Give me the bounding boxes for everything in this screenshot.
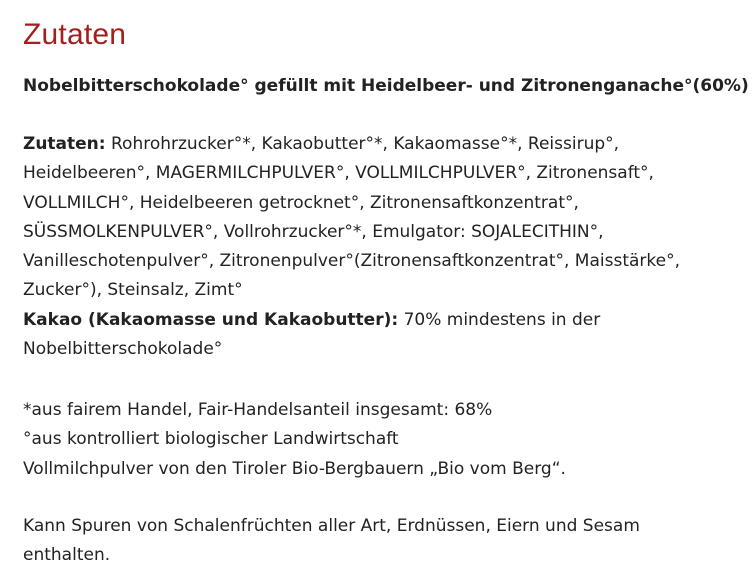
ingredients-line: Heidelbeeren°, MAGERMILCHPULVER°, VOLLMILCHPULVER°, Zitronensaft°, bbox=[23, 163, 654, 184]
ingredients-line bbox=[23, 130, 738, 159]
footnote-organic: °aus kontrolliert biologischer Landwirtschaft bbox=[23, 429, 399, 450]
cocoa-text: 70% mindestens in der bbox=[398, 309, 601, 330]
cocoa-label: Kakao (Kakaomasse und Kakaobutter): bbox=[23, 309, 399, 330]
cocoa-line: Nobelbitterschokolade° bbox=[23, 339, 223, 360]
ingredients-list bbox=[23, 130, 738, 364]
footnote-milk-origin: Vollmilchpulver von den Tiroler Bio-Bergbauern „Bio vom Berg“. bbox=[23, 458, 566, 479]
ingredients-line: SÜSSMOLKENPULVER°, Vollrohrzucker°*, Emulgator: SOJALECITHIN°, bbox=[23, 221, 604, 242]
ingredients-panel bbox=[23, 0, 749, 566]
ingredients-line: Vanilleschotenpulver°, Zitronenpulver°(Zitronensaftkonzentrat°, Maisstärke°, bbox=[23, 251, 680, 272]
product-name: Nobelbitterschokolade° gefüllt mit Heidelbeer- und Zitronenganache°(60%) bbox=[23, 76, 749, 96]
allergy-line: Kann Spuren von Schalenfrüchten aller Art, Erdnüssen, Eiern und Sesam bbox=[23, 516, 640, 536]
ingredients-line: VOLLMILCH°, Heidelbeeren getrocknet°, Zitronensaftkonzentrat°, bbox=[23, 192, 579, 213]
ingredients-text: Rohrohrzucker°*, Kakaobutter°*, Kakaomasse°*, Reissirup°, bbox=[105, 134, 620, 154]
ingredients-line: Zucker°), Steinsalz, Zimt° bbox=[23, 280, 243, 301]
section-title: Zutaten bbox=[23, 18, 127, 51]
cocoa-line bbox=[23, 306, 738, 335]
allergy-line: enthalten. bbox=[23, 545, 111, 566]
ingredients-label: Zutaten: bbox=[23, 134, 106, 154]
footnotes bbox=[23, 396, 738, 484]
footnote-fair-trade: *aus fairem Handel, Fair-Handelsanteil insgesamt: 68% bbox=[23, 400, 493, 420]
allergy-notice bbox=[23, 512, 738, 571]
